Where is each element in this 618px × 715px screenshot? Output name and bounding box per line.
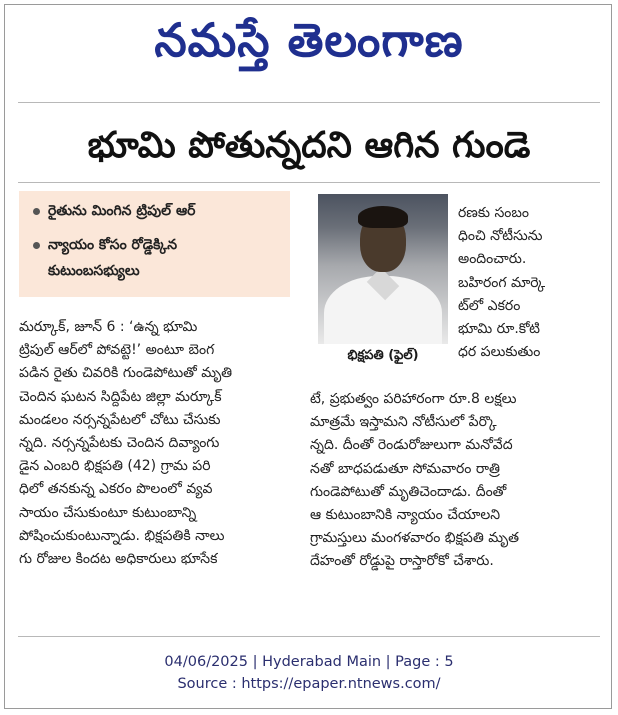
article-line: సాయం చేసుకుంటూ కుటుంబాన్ని xyxy=(19,504,197,521)
article-line: ట్రిపుల్ ఆర్‌లో పోవట్టె!’ అంటూ బెంగ xyxy=(19,342,215,359)
article-line: ట్‌లో ఎకరం xyxy=(458,297,521,314)
person-photo xyxy=(318,194,448,344)
highlight-item-continued: కుటుంబసభ్యులు xyxy=(48,263,140,279)
masthead-divider xyxy=(18,102,600,103)
article-left-column xyxy=(19,316,291,571)
article-line: న్నది. నర్సన్నపేటకు చెందిన దివ్యాంగు xyxy=(19,435,220,452)
article-line: గు రోజుల కిందట అధికారులు భూసేక xyxy=(19,551,218,568)
highlight-item: న్యాయం కోసం రోడ్డెక్కిన xyxy=(33,234,177,256)
article-headline: భూమి పోతున్నదని ఆగిన గుండె xyxy=(87,125,531,166)
bullet-icon xyxy=(33,208,40,215)
article-line: బహిరంగ మార్కె xyxy=(458,274,546,291)
article-line: డైన ఎంబరి భిక్షపతి (42) గ్రామ పరి xyxy=(19,458,211,475)
newspaper-masthead: నమస్తే తెలంగాణ xyxy=(154,13,464,67)
highlight-item: రైతును మింగిన ట్రిపుల్ ఆర్ xyxy=(33,200,195,222)
article-right-narrow-column xyxy=(458,202,588,364)
article-line: రణకు సంబం xyxy=(458,205,529,221)
article-line: ధిలో తనకున్న ఎకరం పొలంలో వ్యవ xyxy=(19,481,213,498)
article-line: మర్కూక్, జూన్ 6 : ‘ఉన్న భూమి xyxy=(19,319,198,335)
article-line: దేహంతో రోడ్డుపై రాస్తారోకో చేశారు. xyxy=(310,553,494,570)
article-right-column xyxy=(310,388,588,574)
article-line: పడిన రైతు చివరికి గుండెపోటుతో మృతి xyxy=(19,365,233,382)
article-line: మాత్రమే ఇస్తామని నోటీసులో పేర్కొ xyxy=(310,414,497,431)
article-line: మండలం నర్సన్నపేటలో చోటు చేసుకు xyxy=(19,411,221,428)
footer-dateline: 04/06/2025 | Hyderabad Main | Page : 5 xyxy=(164,654,454,670)
article-line: అందించారు. xyxy=(458,251,527,268)
photo-caption: భిక్షపతి (ఫైల్) xyxy=(318,344,448,368)
article-line: చెందిన ఘటన సిద్దిపేట జిల్లా మర్కూక్ xyxy=(19,388,222,405)
article-line: ధర పలుకుతుం xyxy=(458,344,541,361)
article-line: భూమి రూ.కోటి xyxy=(458,321,540,338)
article-line: ఆ కుటుంబానికి న్యాయం చేయాలని xyxy=(310,507,501,524)
article-line: నతో బాధపడుతూ సోమవారం రాత్రి xyxy=(310,460,500,477)
bullet-icon xyxy=(33,242,40,249)
article-line: పోషించుకుంటున్నాడు. భిక్షపతికి నాలు xyxy=(19,527,225,544)
article-line: గ్రామస్తులు మంగళవారం భిక్షపతి మృత xyxy=(310,530,519,547)
article-line: న్నది. దీంతో రెండురోజులుగా మనోవేద xyxy=(310,437,513,454)
article-line: గుండెపోటుతో మృతిచెందాడు. దీంతో xyxy=(310,483,507,500)
article-line: టే, ప్రభుత్వం పరిహారంగా రూ.8 లక్షలు xyxy=(310,391,517,407)
article-line: ధించి నోటీసును xyxy=(458,228,543,245)
footer-source: Source : https://epaper.ntnews.com/ xyxy=(177,676,441,692)
highlights-box xyxy=(19,191,290,297)
headline-divider xyxy=(18,182,600,183)
footer-divider xyxy=(18,636,600,637)
